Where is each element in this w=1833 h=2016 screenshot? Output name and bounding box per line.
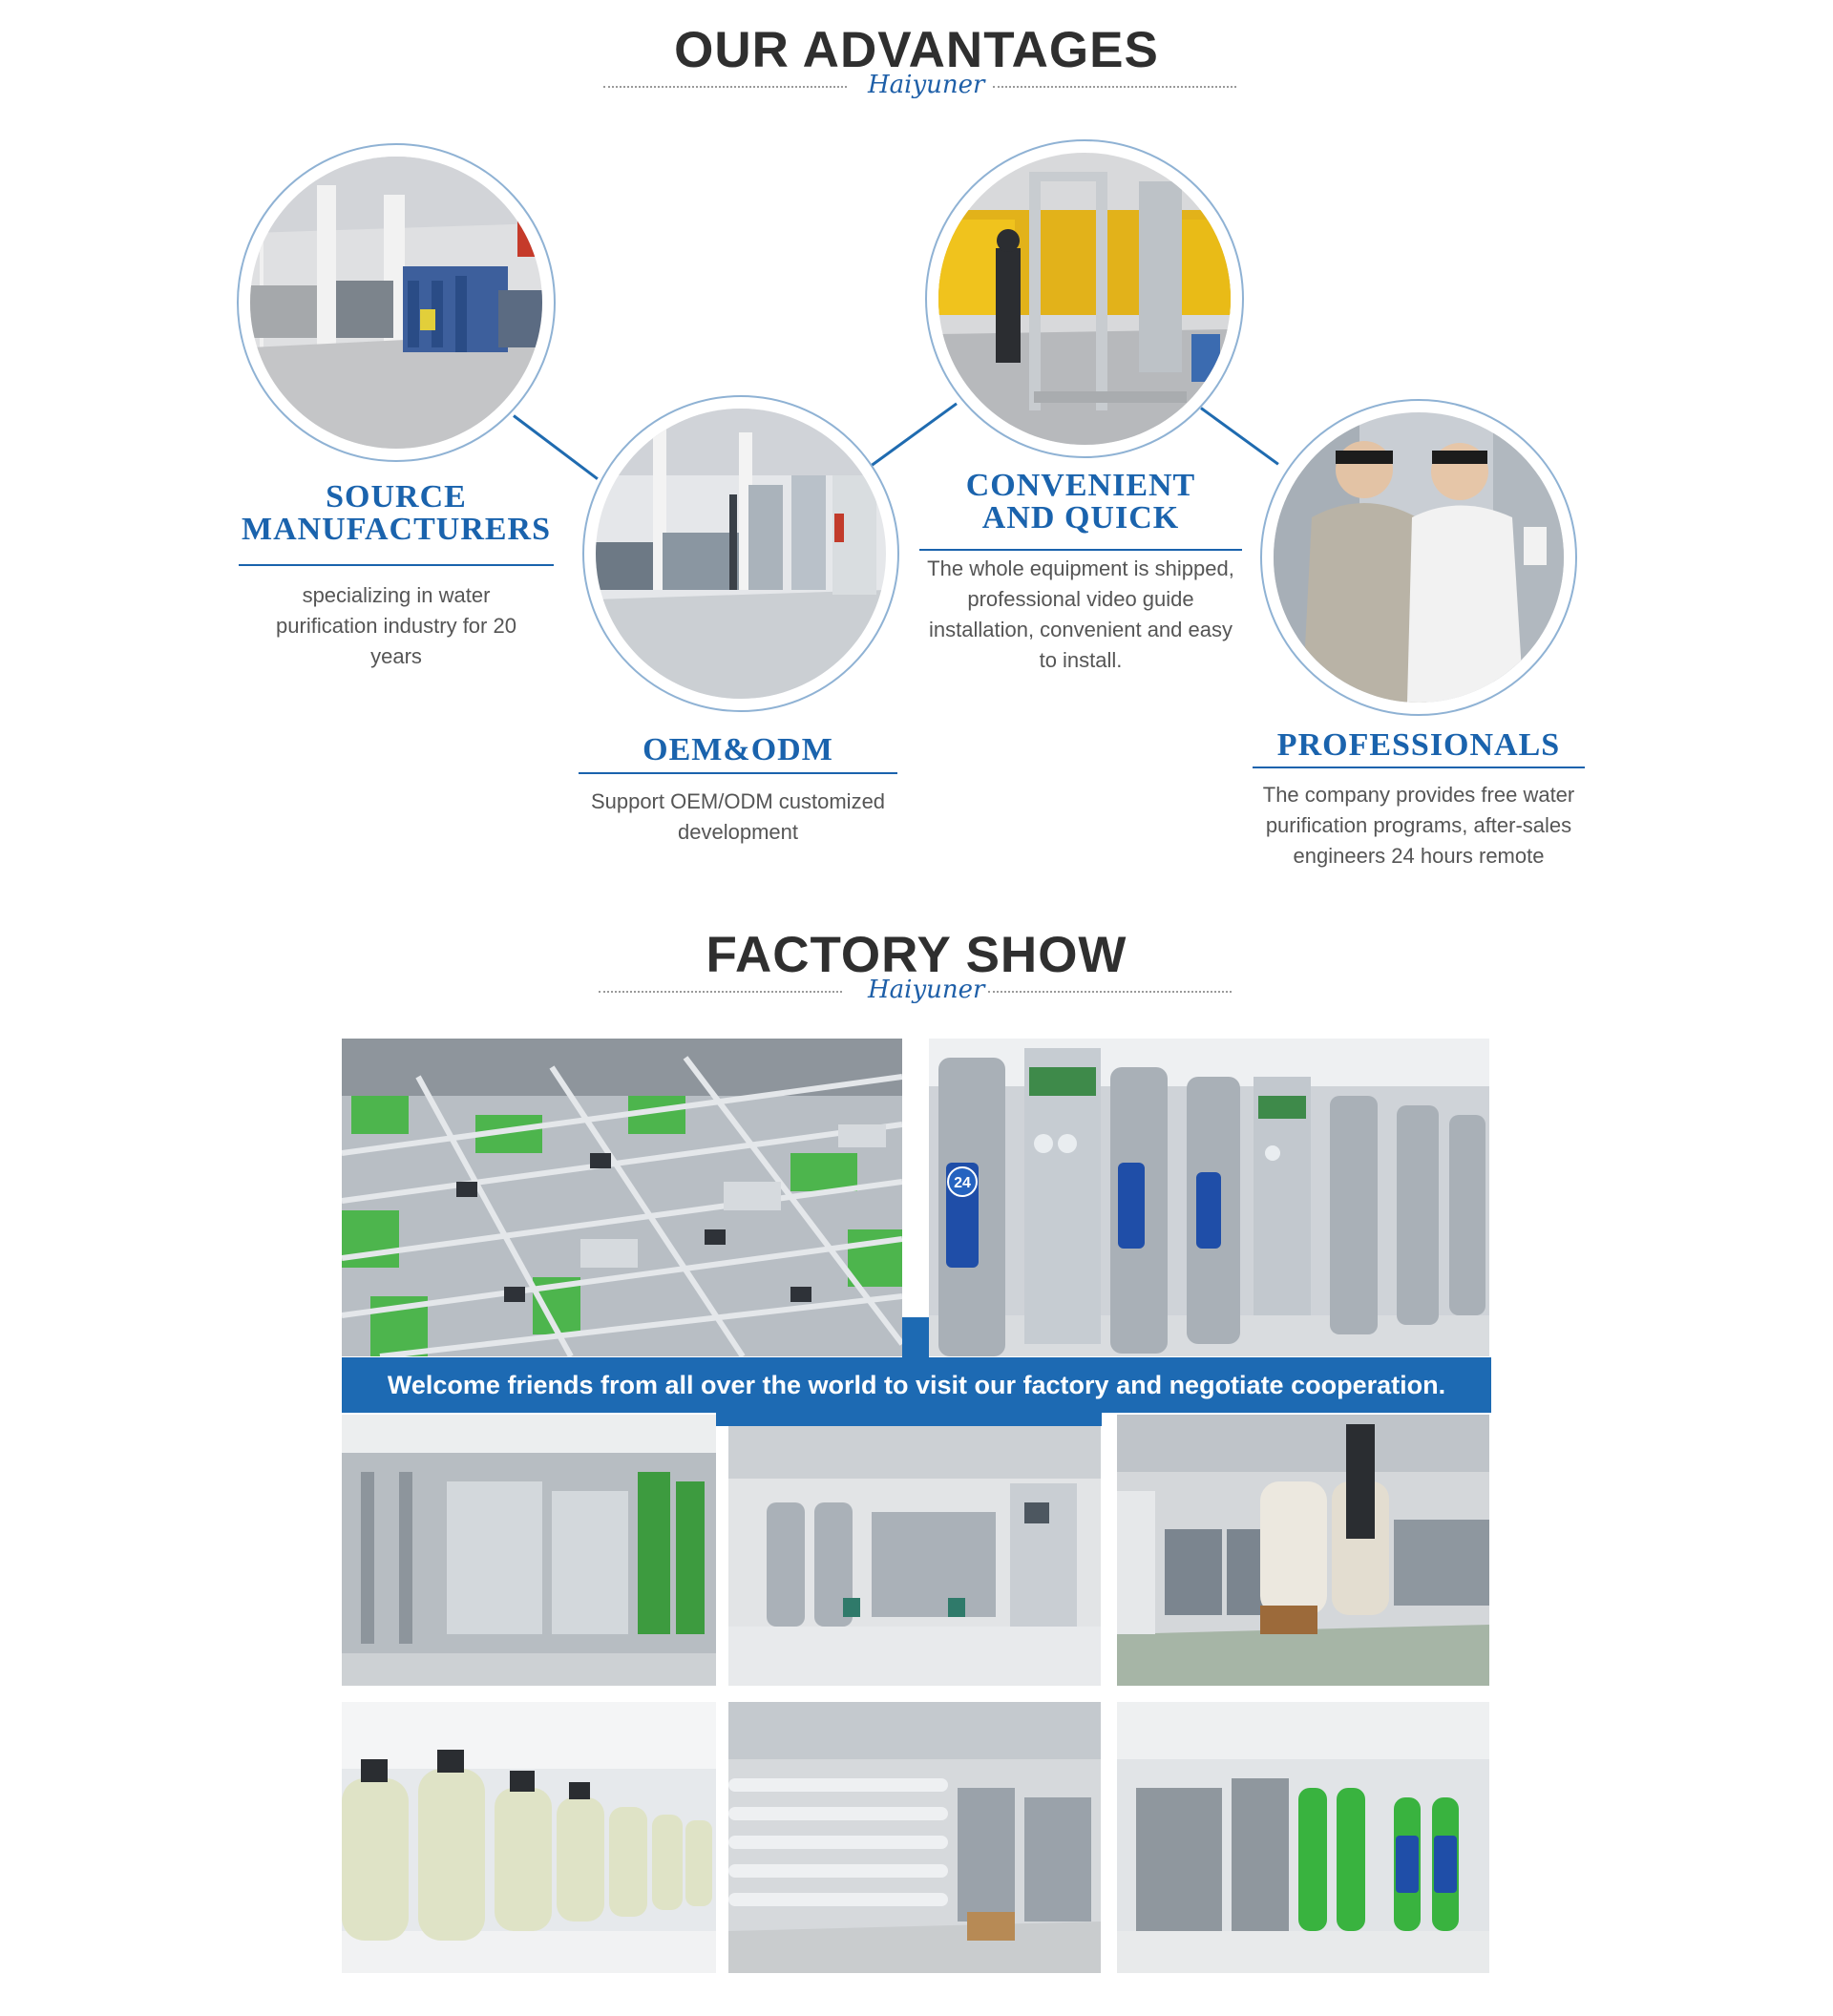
advantage-title-line: MANUFACTURERS	[241, 512, 552, 547]
badge-24-icon: 24	[954, 1175, 971, 1191]
welcome-banner	[342, 1357, 1491, 1413]
advantage-photo-oem-odm	[582, 395, 899, 712]
advantage-title-line: CONVENIENT	[965, 468, 1196, 503]
advantage-title-line: SOURCE	[326, 479, 467, 514]
factory-photo-warehouse-line	[1117, 1415, 1489, 1686]
connector-line	[513, 414, 599, 480]
assembly-photo	[938, 153, 1231, 445]
advantage-title-source	[239, 481, 554, 546]
banner-tab	[716, 1413, 1102, 1426]
banner-tab	[902, 1317, 929, 1357]
factory-photo-ro-system	[342, 1415, 716, 1686]
advantage-desc-convenient: The whole equipment is shipped, professional video guide installation, convenient and easy to install.	[927, 556, 1234, 672]
advantage-title-line: AND QUICK	[981, 500, 1180, 536]
factory-photo-ro-frames	[342, 1039, 902, 1356]
divider-left	[599, 991, 842, 993]
workshop-photo	[596, 409, 886, 699]
factory-photo-membrane-racks	[728, 1702, 1101, 1973]
factory-photo-purifier-skid	[728, 1426, 1101, 1686]
welcome-banner-text: Welcome friends from all over the world to visit our factory and negotiate cooperation.	[387, 1371, 1446, 1399]
advantages-title: OUR ADVANTAGES	[674, 22, 1159, 78]
advantage-desc-oem: Support OEM/ODM customized development	[590, 789, 886, 844]
divider-right	[988, 991, 1232, 993]
connector-line	[871, 403, 958, 467]
advantage-title-line: OEM&ODM	[643, 732, 833, 767]
team-photo	[1274, 412, 1564, 703]
factory-subtitle-row	[0, 977, 1833, 1006]
advantage-photo-source-manufacturers	[237, 143, 556, 462]
advantage-underline	[239, 564, 554, 566]
advantage-desc-professionals: The company provides free water purification programs, after-sales engineers 24 hours remote	[1262, 783, 1575, 868]
advantage-photo-convenient-quick	[925, 139, 1244, 458]
factory-title: FACTORY SHOW	[706, 927, 1127, 983]
advantage-title-convenient	[919, 470, 1242, 535]
factory-photo-filter-tanks	[929, 1039, 1489, 1356]
connector-line	[1200, 407, 1279, 465]
advantage-title-oem	[579, 734, 897, 766]
divider-left	[603, 86, 847, 88]
advantage-title-professionals	[1253, 729, 1585, 762]
advantage-title-line: PROFESSIONALS	[1276, 727, 1561, 763]
advantage-underline	[1253, 766, 1585, 768]
factory-subtitle: Haiyuner	[868, 976, 985, 1004]
advantages-subtitle-row	[0, 73, 1833, 101]
advantage-desc-source: specializing in water purification industry for 20 years	[276, 583, 516, 668]
warehouse-photo	[250, 157, 542, 449]
factory-photo-green-tanks	[1117, 1702, 1489, 1973]
advantage-underline	[579, 772, 897, 774]
advantages-subtitle: Haiyuner	[868, 71, 985, 99]
divider-right	[993, 86, 1236, 88]
advantage-underline	[919, 549, 1242, 551]
advantage-photo-professionals	[1260, 399, 1577, 716]
factory-photo-frp-tanks	[342, 1702, 716, 1973]
